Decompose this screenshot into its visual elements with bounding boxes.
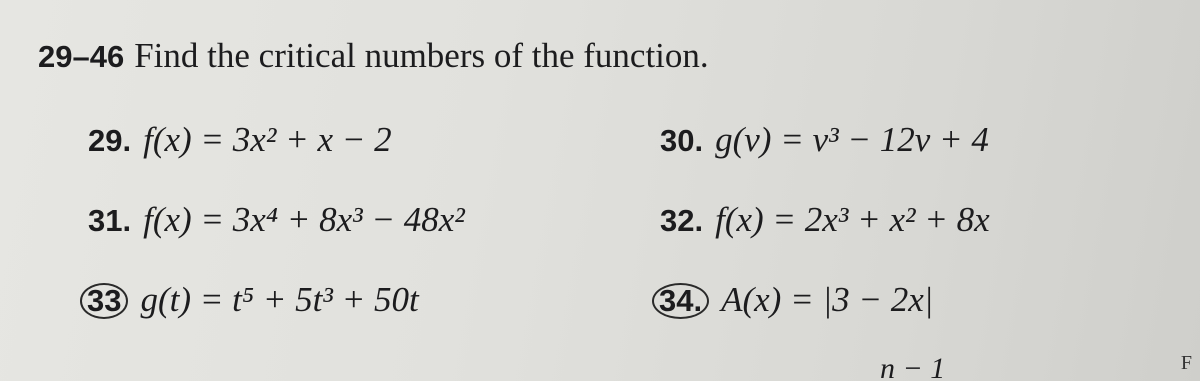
problem-expression: f(x) = 2x³ + x² + 8x	[715, 200, 990, 239]
problem-29	[88, 120, 392, 160]
problem-number: 32.	[660, 203, 704, 238]
problem-number: 29.	[88, 123, 132, 158]
corner-mark: F	[1180, 352, 1192, 374]
exercise-instruction: Find the critical numbers of the function.	[134, 36, 709, 75]
problem-expression: f(x) = 3x² + x − 2	[143, 120, 392, 159]
problem-expression: g(v) = v³ − 12v + 4	[715, 120, 989, 159]
problem-number: 30.	[660, 123, 704, 158]
problem-number: 31.	[88, 203, 132, 238]
problem-31	[88, 200, 465, 240]
problem-32	[660, 200, 990, 240]
exercise-range: 29–46	[38, 39, 125, 74]
exercise-heading	[38, 36, 709, 76]
problem-expression: A(x) = |3 − 2x|	[721, 280, 934, 319]
circled-problem-number: 33	[80, 283, 128, 319]
cut-off-text: n − 1	[880, 352, 946, 381]
problem-expression: f(x) = 3x⁴ + 8x³ − 48x²	[143, 200, 465, 239]
problem-33	[80, 280, 419, 320]
problem-34	[652, 280, 933, 320]
problem-30	[660, 120, 989, 160]
circled-problem-number: 34.	[652, 283, 709, 319]
problem-expression: g(t) = t⁵ + 5t³ + 50t	[140, 280, 419, 319]
